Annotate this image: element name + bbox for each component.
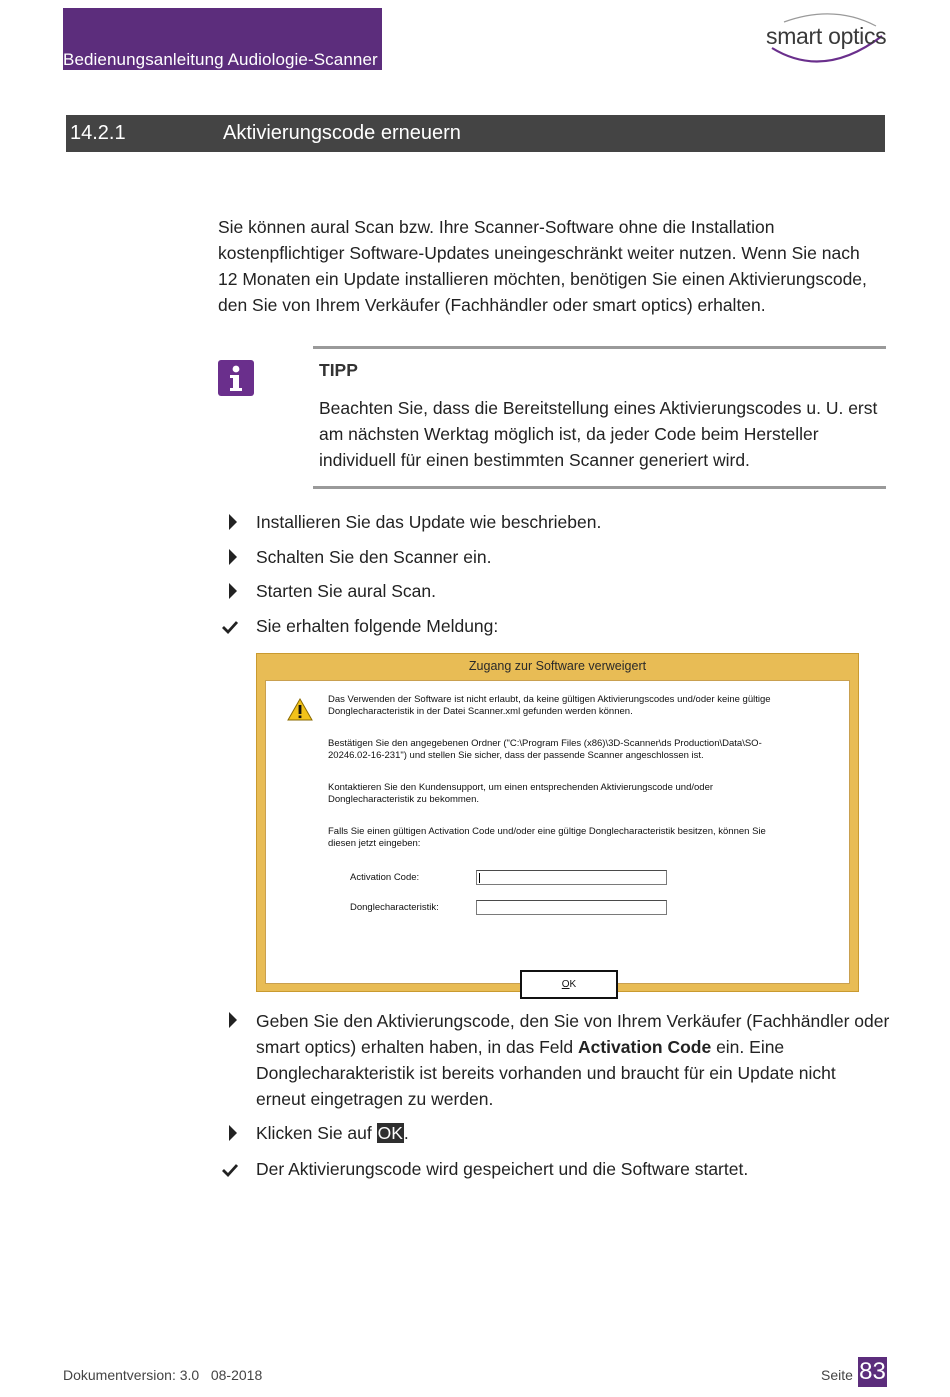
warning-icon bbox=[287, 698, 313, 721]
dongle-characteristic-input[interactable] bbox=[476, 900, 667, 915]
dialog-line: Falls Sie einen gültigen Activation Code und/oder eine gültige Donglecharacteristik besitzen, können Sie bbox=[328, 826, 766, 837]
dialog-message-4 bbox=[328, 826, 766, 850]
tip-divider-top bbox=[313, 346, 886, 349]
intro-paragraph bbox=[218, 214, 886, 318]
step-item: Schalten Sie den Scanner ein. bbox=[256, 547, 492, 567]
logo-text: smart optics bbox=[766, 23, 887, 49]
document-date: 08-2018 bbox=[210, 1367, 263, 1383]
dialog-line: Bestätigen Sie den angegebenen Ordner ("C:\Program Files (x86)\3D-Scanner\ds Production\Data\SO- bbox=[328, 738, 762, 749]
step-text-post: ein. Eine bbox=[711, 1037, 785, 1057]
tip-line: am nächsten Werktag möglich ist, da jeder Code beim Hersteller bbox=[319, 424, 819, 444]
dialog-line: Donglecharacteristik zu bekommen. bbox=[328, 794, 480, 805]
dialog-title: Zugang zur Software verweigert bbox=[468, 659, 647, 673]
step-item-enter-code bbox=[256, 1008, 890, 1112]
action-arrow-icon bbox=[226, 1124, 240, 1142]
action-arrow-icon bbox=[226, 548, 240, 566]
dialog-line: Donglecharacteristik in der Datei Scanner.xml gefunden werden können. bbox=[328, 706, 633, 717]
text-caret bbox=[479, 873, 480, 883]
ok-mnemonic: O bbox=[561, 979, 570, 990]
intro-line: 12 Monaten ein Update installieren möchten, benötigen Sie einen Aktivierungscode, bbox=[218, 269, 867, 289]
step-result: Sie erhalten folgende Meldung: bbox=[256, 616, 499, 636]
tip-label: TIPP bbox=[319, 360, 358, 380]
activation-code-input[interactable] bbox=[476, 870, 667, 885]
intro-line: Sie können aural Scan bzw. Ihre Scanner-Software ohne die Installation bbox=[218, 217, 775, 237]
footer-doc-info bbox=[63, 1367, 262, 1383]
step-line bbox=[256, 1034, 886, 1060]
ok-label-rest: K bbox=[569, 979, 577, 990]
dialog-line: 20246.02-16-231") und stellen Sie sicher, dass der passende Scanner angeschlossen ist. bbox=[328, 750, 704, 761]
access-denied-dialog bbox=[256, 653, 859, 992]
tip-line: Beachten Sie, dass die Bereitstellung eines Aktivierungscodes u. U. erst bbox=[319, 398, 878, 418]
step-item: Installieren Sie das Update wie beschrieben. bbox=[256, 512, 602, 532]
dialog-line: Kontaktieren Sie den Kundensupport, um einen entsprechenden Aktivierungscode und/oder bbox=[328, 782, 714, 793]
action-arrow-icon bbox=[226, 582, 240, 600]
step-line: Donglecharakteristik ist bereits vorhanden und braucht für ein Update nicht bbox=[256, 1063, 836, 1083]
step-text-pre: smart optics) erhalten haben, in das Feld bbox=[256, 1037, 578, 1057]
section-title: Aktivierungscode erneuern bbox=[223, 122, 461, 144]
step-result: Der Aktivierungscode wird gespeichert und die Software startet. bbox=[256, 1159, 749, 1179]
dialog-message-2 bbox=[328, 738, 762, 762]
intro-line: den Sie von Ihrem Verkäufer (Fachhändler oder smart optics) erhalten. bbox=[218, 295, 766, 315]
tip-line: individuell für einen bestimmten Scanner generiert wird. bbox=[319, 450, 750, 470]
action-arrow-icon bbox=[226, 1011, 240, 1029]
ok-button[interactable] bbox=[520, 970, 618, 999]
dialog-message-3 bbox=[328, 782, 713, 806]
dialog-message-1 bbox=[328, 694, 771, 718]
activation-code-field-name: Activation Code bbox=[577, 1037, 712, 1057]
step-line: Geben Sie den Aktivierungscode, den Sie von Ihrem Verkäufer (Fachhändler oder bbox=[256, 1011, 890, 1031]
tip-divider-bottom bbox=[313, 486, 886, 489]
checkmark-icon bbox=[222, 1161, 238, 1179]
ok-button-reference: OK bbox=[377, 1123, 403, 1143]
smart-optics-logo bbox=[764, 8, 888, 68]
step-text-pre: Klicken Sie auf bbox=[256, 1123, 377, 1143]
section-number: 14.2.1 bbox=[70, 122, 126, 144]
checkmark-icon bbox=[222, 618, 238, 636]
dongle-characteristic-label: Donglecharacteristik: bbox=[350, 902, 439, 913]
step-item: Starten Sie aural Scan. bbox=[256, 581, 436, 601]
info-icon bbox=[218, 360, 254, 396]
tip-text bbox=[319, 395, 885, 473]
document-version: Dokumentversion: 3.0 bbox=[63, 1367, 200, 1383]
dialog-line: diesen jetzt eingeben: bbox=[328, 838, 421, 849]
page-label: Seite bbox=[821, 1367, 853, 1383]
dialog-body bbox=[265, 680, 850, 990]
info-glyph bbox=[218, 360, 254, 396]
dialog-line: Das Verwenden der Software ist nicht erlaubt, da keine gültigen Aktivierungscodes und/oder keine gültige bbox=[328, 694, 771, 705]
step-text-post: . bbox=[403, 1123, 409, 1143]
page-number: 83 bbox=[859, 1358, 886, 1385]
step-line: erneut eingetragen zu werden. bbox=[256, 1089, 494, 1109]
step-item-click-ok bbox=[256, 1123, 409, 1144]
activation-code-label: Activation Code: bbox=[350, 872, 420, 883]
action-arrow-icon bbox=[226, 513, 240, 531]
section-heading-bar bbox=[66, 115, 885, 152]
document-title: Bedienungsanleitung Audiologie-Scanner bbox=[63, 50, 378, 69]
intro-line: kostenpflichtiger Software-Updates uneingeschränkt weiter nutzen. Wenn Sie nach bbox=[218, 243, 860, 263]
